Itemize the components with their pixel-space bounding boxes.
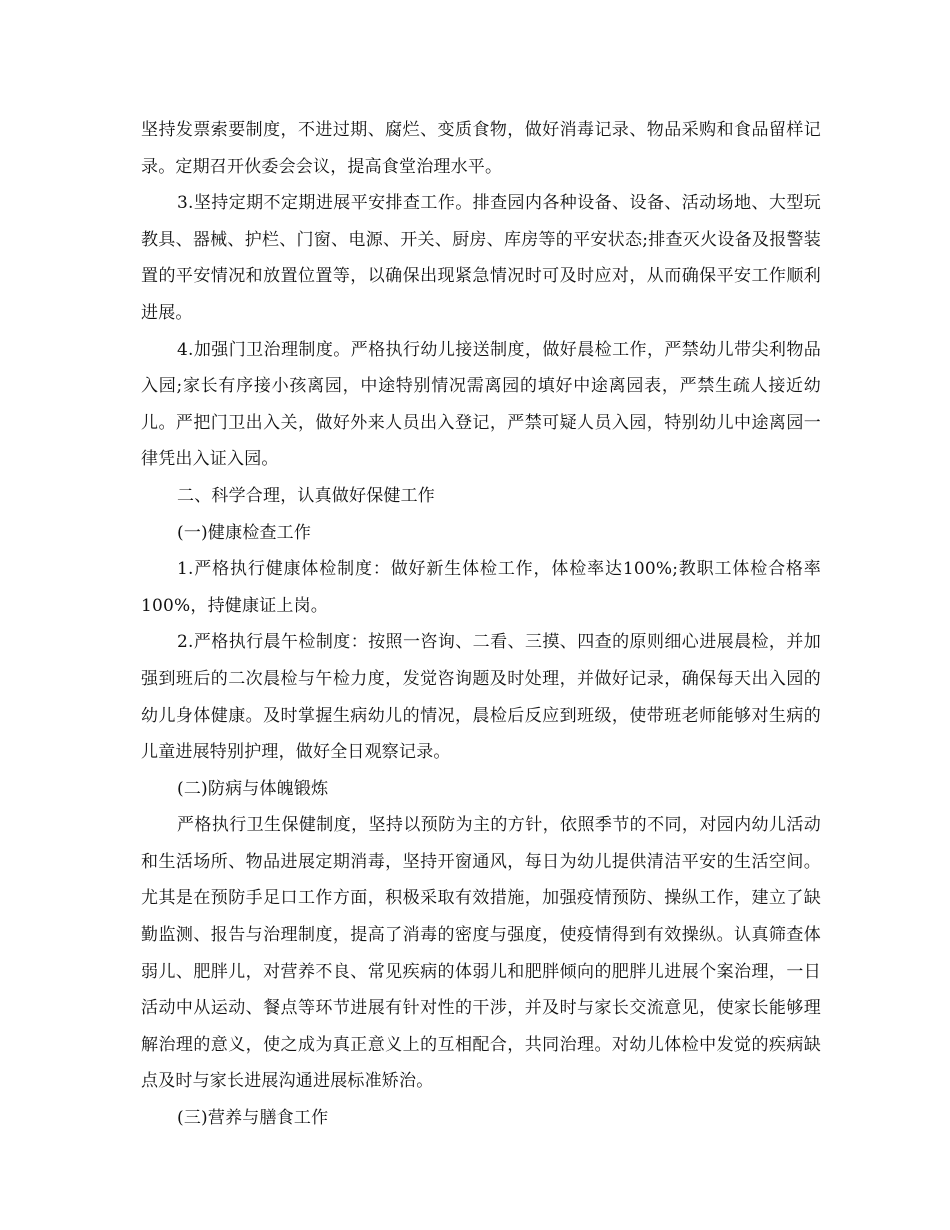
document-body [141, 112, 821, 1137]
paragraph-morning-check: 2.严格执行晨午检制度：按照一咨询、二看、三摸、四查的原则细心进展晨检，并加强到班后的二次晨检与午检力度，发觉咨询题及时处理，并做好记录，确保每天出入园的幼儿身体健康。及时掌握生病幼儿的情况，晨检后反应到班级，使带班老师能够对生病的儿童进展特别护理，做好全日观察记录。 [141, 632, 821, 763]
subsection-heading-nutrition: (三)营养与膳食工作 [177, 1108, 329, 1129]
paragraph-hygiene-system: 严格执行卫生保健制度，坚持以预防为主的方针，依照季节的不同，对园内幼儿活动和生活场所、物品进展定期消毒，坚持开窗通风，每日为幼儿提供清洁平安的生活空间。尤其是在预防手足口工作方面，积极采取有效措施，加强疫情预防、操纵工作，建立了缺勤监测、报告与治理制度，提高了消毒的密度与强度，使疫情得到有效操纵。认真筛查体弱儿、肥胖儿，对营养不良、常见疾病的体弱儿和肥胖倾向的肥胖儿进展个案治理，一日活动中从运动、餐点等环节进展有针对性的干涉，并及时与家长交流意见，使家长能够理解治理的意义，使之成为真正意义上的互相配合，共同治理。对幼儿体检中发觉的疾病缺点及时与家长进展沟通进展标准矫治。 [141, 815, 821, 1092]
paragraph-gate-management: 4.加强门卫治理制度。严格执行幼儿接送制度，做好晨检工作，严禁幼儿带尖利物品入园;家长有序接小孩离园，中途特别情况需离园的填好中途离园表，严禁生疏人接近幼儿。严把门卫出入关，做好外来人员出入登记，严禁可疑人员入园，特别幼儿中途离园一律凭出入证入园。 [141, 339, 821, 470]
paragraph-physical-exam: 1.严格执行健康体检制度：做好新生体检工作，体检率达100%;教职工体检合格率100%，持健康证上岗。 [141, 559, 821, 616]
subsection-heading-disease-prevention: (二)防病与体魄锻炼 [177, 778, 329, 799]
paragraph-safety-inspection: 3.坚持定期不定期进展平安排查工作。排查园内各种设备、设备、活动场地、大型玩教具、器械、护栏、门窗、电源、开关、厨房、库房等的平安状态;排查灭火设备及报警装置的平安情况和放置位置等，以确保出现紧急情况时可及时应对，从而确保平安工作顺利进展。 [141, 193, 821, 323]
paragraph-canteen-records: 坚持发票索要制度，不进过期、腐烂、变质食物，做好消毒记录、物品采购和食品留样记录。定期召开伙委会会议，提高食堂治理水平。 [141, 120, 821, 177]
subsection-heading-health-check: (一)健康检查工作 [177, 522, 312, 543]
section-heading-health-care: 二、科学合理，认真做好保健工作 [177, 485, 435, 506]
